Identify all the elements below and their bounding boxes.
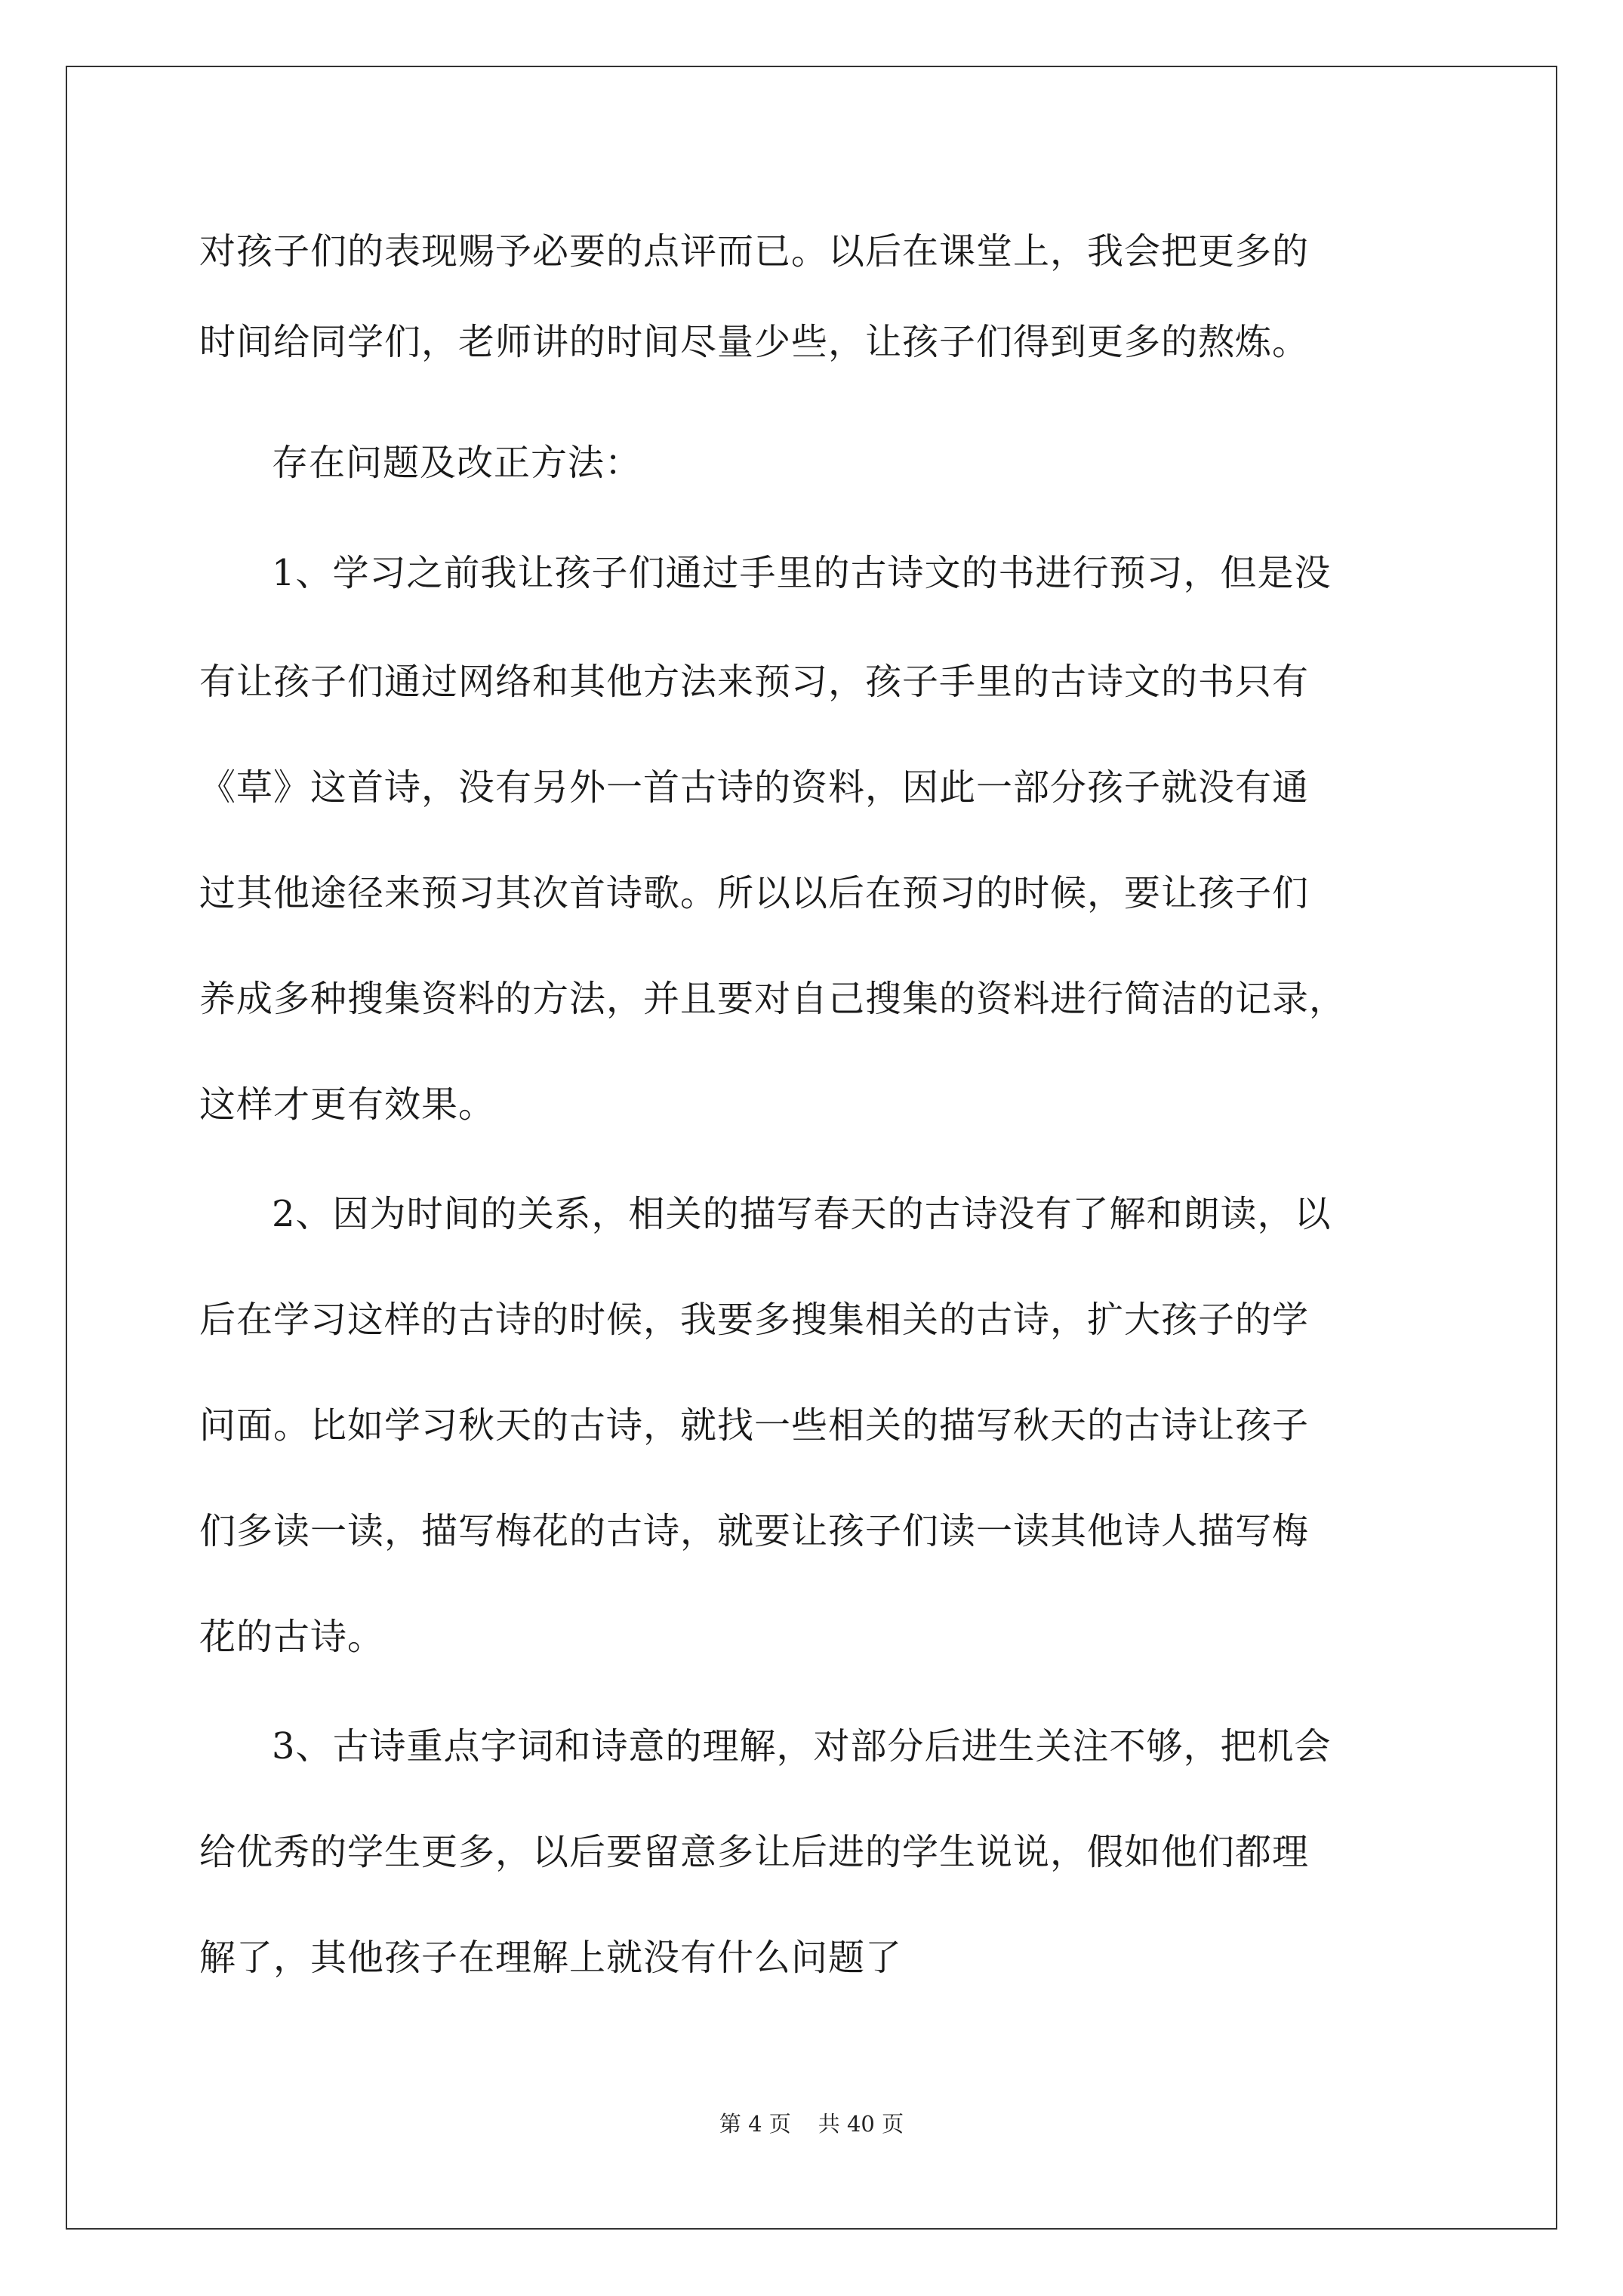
- page-number: 第 4 页: [719, 2111, 791, 2137]
- text-line: 过其他途径来预习其次首诗歌。所以以后在预习的时候，要让孩子们: [199, 872, 1310, 914]
- text-line: 3、古诗重点字词和诗意的理解，对部分后进生关注不够，把机会: [272, 1725, 1332, 1767]
- text-line: 们多读一读，描写梅花的古诗，就要让孩子们读一读其他诗人描写梅: [199, 1510, 1310, 1552]
- text-line: 《草》这首诗，没有另外一首古诗的资料，因此一部分孩子就没有通: [199, 766, 1310, 809]
- page-border: [66, 66, 1557, 2230]
- text-line: 2、因为时间的关系，相关的描写春天的古诗没有了解和朗读，以: [272, 1193, 1332, 1235]
- text-line: 时间给同学们，老师讲的时间尽量少些，让孩子们得到更多的熬炼。: [199, 321, 1310, 363]
- page-total: 共 40 页: [818, 2111, 904, 2137]
- text-line: 给优秀的学生更多，以后要留意多让后进的学生说说，假如他们都理: [199, 1831, 1310, 1873]
- text-line: 这样才更有效果。: [199, 1083, 496, 1126]
- text-line: 有让孩子们通过网络和其他方法来预习，孩子手里的古诗文的书只有: [199, 661, 1310, 703]
- text-line: 1、学习之前我让孩子们通过手里的古诗文的书进行预习，但是没: [272, 552, 1332, 594]
- section-heading: 存在问题及改正方法：: [272, 442, 642, 484]
- text-line: 花的古诗。: [199, 1616, 385, 1658]
- text-line: 养成多种搜集资料的方法，并且要对自己搜集的资料进行简洁的记录，: [199, 978, 1347, 1020]
- text-line: 后在学习这样的古诗的时候，我要多搜集相关的古诗，扩大孩子的学: [199, 1299, 1310, 1341]
- text-line: 对孩子们的表现赐予必要的点评而已。以后在课堂上，我会把更多的: [199, 230, 1310, 273]
- text-line: 问面。比如学习秋天的古诗，就找一些相关的描写秋天的古诗让孩子: [199, 1404, 1310, 1447]
- page-footer: [0, 2110, 1623, 2137]
- text-line: 解了，其他孩子在理解上就没有什么问题了: [199, 1937, 903, 1979]
